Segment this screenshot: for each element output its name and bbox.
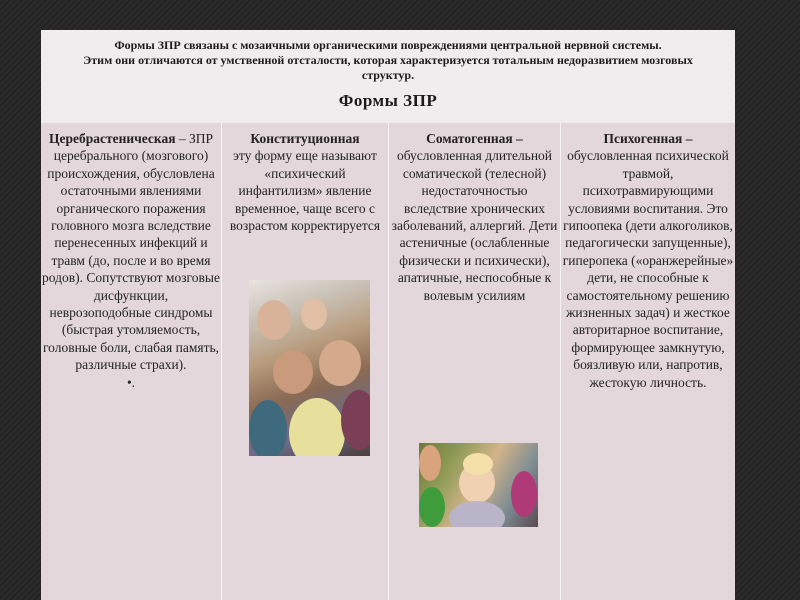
- slide: [41, 30, 735, 600]
- column-trailer: •.: [126, 374, 136, 390]
- forms-table: [41, 123, 735, 600]
- column-heading: Соматогенная –: [426, 131, 523, 146]
- column-body: обусловленная длительной соматической (телесной) недостаточностью вследствие хронических заболеваний, аллергий. Дети астеничные (ослабленные физически и психически), апатичные, неспособные к волевым усилиям: [391, 148, 558, 303]
- column-psychogenic: [560, 123, 735, 600]
- photo-children-group: [249, 280, 370, 456]
- column-body: – ЗПР церебрального (мозгового) происхождения, обусловлена остаточными явлениями органического поражения головного мозга вследствие перенесенных инфекций и травм (до, после и во время родов). Сопутствуют мозговые дисфункции, неврозоподобные синдромы (быстрая утомляемость, головные боли, слабая память, различные страхи).: [42, 131, 220, 373]
- slide-title: Формы ЗПР: [338, 91, 438, 110]
- intro-text: [41, 30, 735, 83]
- column-heading: Церебрастеническая: [48, 131, 176, 146]
- column-body: эту форму еще называют «психический инфантилизм» явление временное, чаще всего с возрастом корректируется: [229, 148, 381, 234]
- slide-header: [41, 30, 735, 123]
- column-cerebrasthenic: [41, 123, 221, 600]
- intro-line-1: Формы ЗПР связаны с мозаичными органическими повреждениями центральной нервной системы.: [114, 38, 662, 52]
- column-heading: Конституционная: [250, 131, 360, 146]
- column-heading: Психогенная –: [603, 131, 693, 146]
- intro-line-2: Этим они отличаются от умственной отсталости, которая характеризуется тотальным недоразвитием мозговых структур.: [83, 53, 693, 82]
- photo-children-playroom: [419, 443, 538, 527]
- column-body: обусловленная психической травмой, психотравмирующими условиями воспитания. Это гипоопека (дети алкоголиков, педагогически запущенные), гиперопека («оранжерейные» дети, не способные к самостоятельному решению жизненных задач) и жесткое авторитарное воспитание, формирующее замкнутую, боязливую или, напротив, жестокую личность.: [562, 148, 734, 390]
- column-somatogenic: [388, 123, 560, 600]
